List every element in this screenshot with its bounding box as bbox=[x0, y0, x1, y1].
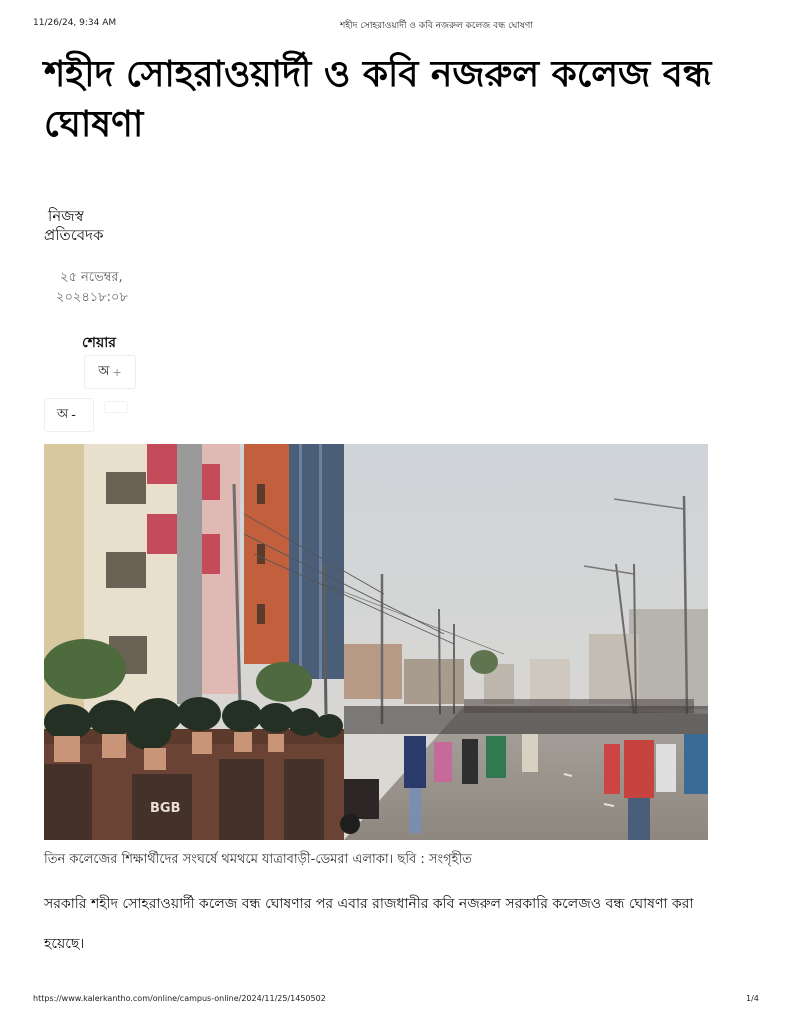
photo-badge: BGB bbox=[150, 801, 181, 816]
author-line-2: প্রতিবেদক bbox=[44, 226, 104, 244]
publish-time: ২০২৪১৮:০৮ bbox=[56, 290, 128, 305]
article-photo bbox=[44, 444, 708, 840]
print-footer-url: https://www.kalerkantho.com/online/campus-online/2024/11/25/1450502 bbox=[33, 994, 326, 1003]
share-button[interactable]: শেয়ার bbox=[82, 335, 116, 351]
print-footer-page-number: 1/4 bbox=[746, 994, 759, 1003]
font-increase-label: অ bbox=[98, 363, 110, 379]
publish-date: ২৫ নভেম্বর, bbox=[60, 270, 123, 285]
plus-icon: + bbox=[112, 365, 122, 379]
font-reset-button[interactable] bbox=[104, 401, 128, 413]
font-decrease-button[interactable] bbox=[44, 398, 94, 432]
print-header-title: শহীদ সোহরাওয়ার্দী ও কবি নজরুল কলেজ বন্ধ ঘোষণা bbox=[340, 21, 533, 31]
author-line-1: নিজস্ব bbox=[48, 207, 84, 225]
article-body-paragraph: সরকারি শহীদ সোহরাওয়ার্দী কলেজ বন্ধ ঘোষণার পর এবার রাজধানীর কবি নজরুল সরকারি কলেজও বন্ধ ঘোষণা করা হয়েছে। bbox=[44, 896, 694, 952]
photo-caption: তিন কলেজের শিক্ষার্থীদের সংঘর্ষে থমথমে যাত্রাবাড়ী-ডেমরা এলাকা। ছবি : সংগৃহীত bbox=[44, 852, 472, 867]
article-headline: শহীদ সোহরাওয়ার্দী ও কবি নজরুল কলেজ বন্ধ ঘোষণা bbox=[44, 54, 712, 145]
minus-icon: - bbox=[71, 407, 76, 423]
font-increase-button[interactable] bbox=[84, 355, 136, 389]
print-header-datetime: 11/26/24, 9:34 AM bbox=[33, 18, 117, 28]
font-decrease-label: অ bbox=[57, 406, 69, 422]
